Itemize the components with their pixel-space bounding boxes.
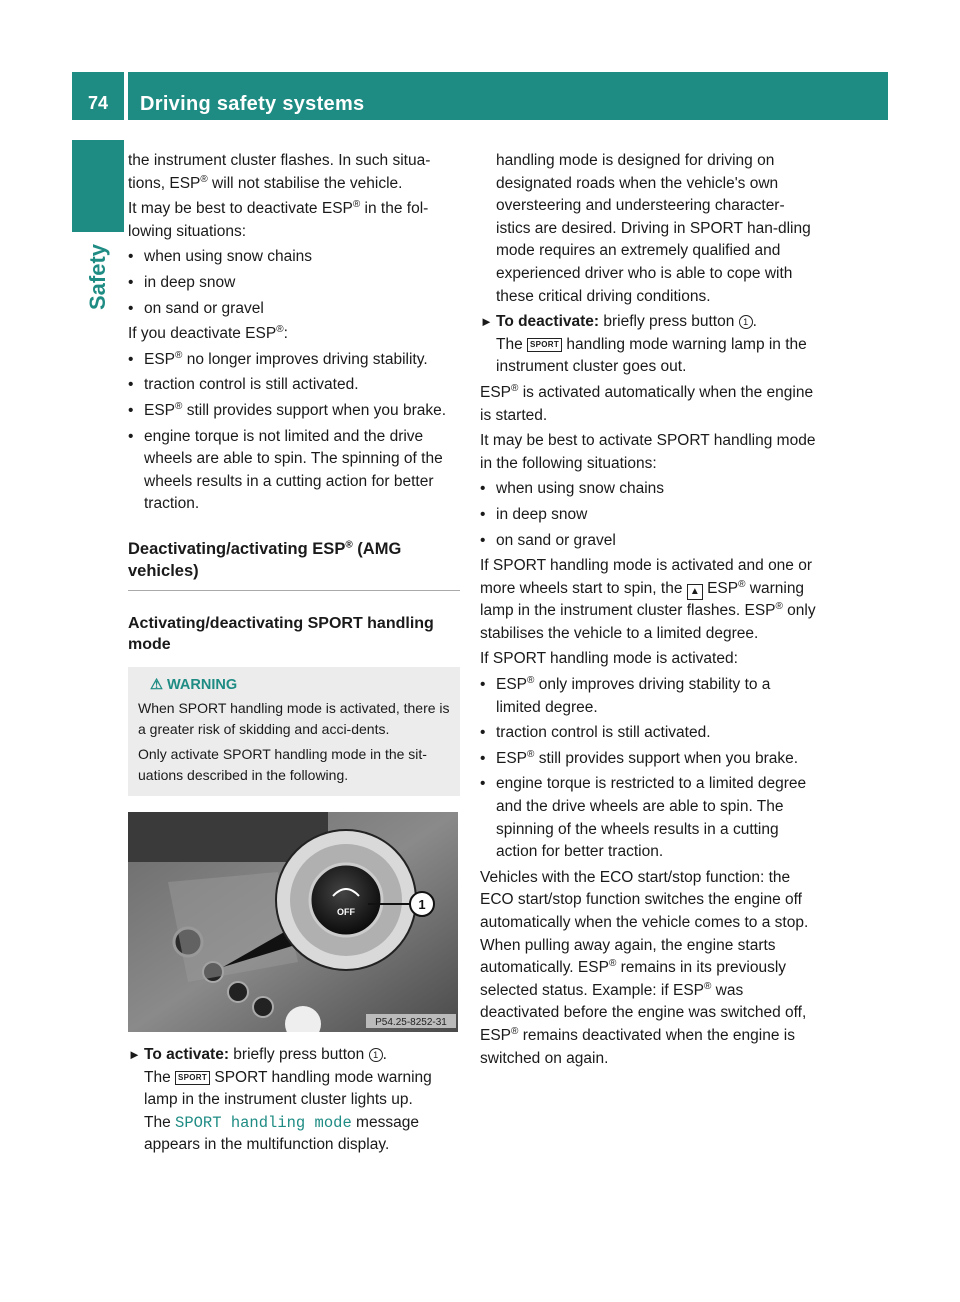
step-arrow-icon: ► <box>128 1046 141 1062</box>
section-tab <box>72 232 124 322</box>
bullet-icon: • <box>128 299 134 317</box>
bullet-icon: • <box>128 376 134 394</box>
paragraph: ESP® is activated automatically when the engine is started. <box>480 382 814 424</box>
paragraph: It may be best to activate SPORT handling mode in the following situations: <box>480 432 816 472</box>
figure-code: P54.25-8252-31 <box>375 1016 447 1028</box>
bullet-icon: • <box>480 724 486 742</box>
button-number-icon: 1 <box>369 1048 383 1062</box>
paragraph: handling mode is designed for driving on designated roads when the vehicle's own oversteering and understeering character-istics are desired. Driving in SPORT han-dling mode requires an extremely qualified and experienced driver who is able to cope with these critical driving conditions. <box>496 152 811 305</box>
center-console-illustration <box>128 812 458 1032</box>
bullet-icon: • <box>480 480 486 498</box>
page-title: Driving safety systems <box>140 93 365 115</box>
console-photo <box>128 812 458 1032</box>
section-tab-block <box>72 140 124 232</box>
warning-box <box>128 667 460 796</box>
warning-text: When SPORT handling mode is activated, there is a greater risk of skidding and acci-dents. <box>138 699 450 737</box>
warning-title: ⚠ WARNING <box>150 676 238 693</box>
paragraph: If SPORT handling mode is activated: <box>480 650 738 668</box>
callout-number: 1 <box>418 896 426 912</box>
paragraph: If SPORT handling mode is activated and one or more wheels start to spin, the ▲ ESP® warning lamp in the instrument cluster flashes. ESP® only stabilises the vehicle to a limited degree. <box>480 557 816 642</box>
svg-text:OFF: OFF <box>337 906 355 917</box>
list-item: • traction control is still activated. <box>128 374 460 397</box>
bullet-icon: • <box>480 505 486 523</box>
bullet-icon: • <box>480 749 486 767</box>
step-detail: The SPORT SPORT handling mode warning lamp in the instrument cluster lights up. <box>144 1068 432 1109</box>
bullet-icon: • <box>480 531 486 549</box>
warning-icon: ⚠ <box>150 676 163 693</box>
paragraph: Vehicles with the ECO start/stop function: the ECO start/stop function switches the engine off automatically when the vehicle comes to a stop. When pulling away again, the engine starts automatically. ESP® remains in its previously selected status. Example: if ESP® was deactivated before the engine was switched off, ESP® remains deactivated when the engine is switched on again. <box>480 868 809 1067</box>
list-item: • on sand or gravel <box>128 298 460 321</box>
instruction-step: ► To activate: briefly press button 1 . <box>128 1044 460 1067</box>
paragraph: It may be best to deactivate ESP® in the fol-lowing situations: <box>128 199 429 240</box>
list-item: • in deep snow <box>480 504 816 527</box>
subsection-heading: Activating/deactivating SPORT handling mode <box>128 614 434 653</box>
step-detail: The SPORT handling mode message appears in the multifunction display. <box>144 1113 419 1154</box>
step-arrow-icon: ► <box>480 314 493 330</box>
display-message: SPORT handling mode <box>175 1113 352 1132</box>
paragraph: If you deactivate ESP®: <box>128 324 288 343</box>
bullet-icon: • <box>128 273 134 291</box>
list-item: • ESP® only improves driving stability to a limited degree. <box>480 674 771 716</box>
list-item: • engine torque is restricted to a limited degree and the drive wheels are able to spin. The spinning of the wheels results in a cutting action for better traction. <box>480 775 807 861</box>
list-item: • engine torque is not limited and the drive wheels are able to spin. The spinning of the wheels results in a cutting action for better traction. <box>128 427 443 513</box>
bullet-icon: • <box>128 248 134 266</box>
section-divider <box>128 590 460 591</box>
sport-button-icon: SPORT <box>527 338 562 352</box>
right-column <box>480 150 816 1070</box>
section-tab-label: Safety <box>85 243 110 311</box>
header-divider <box>124 72 128 120</box>
step-detail: The SPORT handling mode warning lamp in the instrument cluster goes out. <box>496 335 807 376</box>
list-item: • in deep snow <box>128 272 460 295</box>
sport-button-icon: SPORT <box>175 1071 210 1085</box>
list-item: • when using snow chains <box>128 246 460 269</box>
bullet-icon: • <box>128 401 134 419</box>
bullet-icon: • <box>480 775 486 793</box>
list-item: • traction control is still activated. <box>480 722 816 745</box>
section-heading: Deactivating/activating ESP® (AMG vehicles) <box>128 539 402 580</box>
paragraph: the instrument cluster flashes. In such situa-tions, ESP® will not stabilise the vehicle. <box>128 152 431 192</box>
warning-text: Only activate SPORT handling mode in the sit-uations described in the following. <box>138 745 427 783</box>
bullet-icon: • <box>128 350 134 368</box>
page-number: 74 <box>87 93 109 113</box>
list-item: • when using snow chains <box>480 478 816 501</box>
list-item: • ESP® still provides support when you brake. <box>128 400 460 423</box>
instruction-step: ► To deactivate: briefly press button 1 . <box>480 311 816 334</box>
bullet-icon: • <box>128 427 134 445</box>
list-item: • ESP® no longer improves driving stability. <box>128 349 460 372</box>
list-item: • on sand or gravel <box>480 530 816 553</box>
list-item: • ESP® still provides support when you brake. <box>480 748 816 771</box>
bullet-icon: • <box>480 676 486 694</box>
left-column <box>128 150 460 1157</box>
esp-warning-lamp-icon: ▲ <box>687 584 703 600</box>
button-number-icon: 1 <box>739 315 753 329</box>
